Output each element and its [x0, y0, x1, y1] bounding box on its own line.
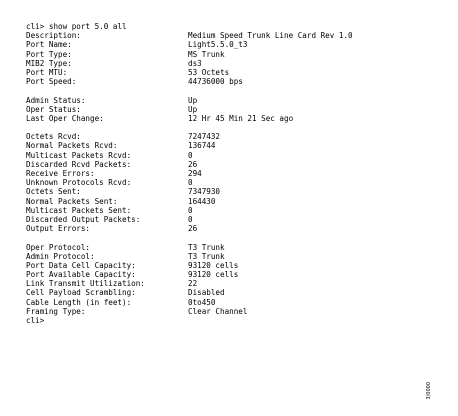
- detail-value: 44736000 bps: [188, 77, 243, 87]
- detail-value: Disabled: [188, 288, 225, 298]
- detail-row: [26, 31, 446, 40]
- detail-value: 0: [188, 214, 193, 224]
- cli-prompt: cli>: [26, 22, 45, 31]
- detail-value: 164430: [188, 196, 216, 206]
- detail-row: [26, 215, 446, 224]
- command-text: show port 5.0 all: [48, 22, 127, 31]
- detail-row: [26, 105, 446, 114]
- detail-label: Oper Status:: [26, 104, 81, 114]
- detail-value: Light5.5.0_t3: [188, 40, 248, 50]
- detail-label: Normal Packets Sent:: [26, 196, 118, 206]
- detail-row: [26, 50, 446, 59]
- detail-row: [26, 68, 446, 77]
- section-gap: [26, 123, 446, 132]
- detail-row: [26, 151, 446, 160]
- detail-label: Port Type:: [26, 49, 72, 59]
- detail-row: [26, 206, 446, 215]
- detail-label: Multicast Packets Sent:: [26, 205, 132, 215]
- detail-label: Normal Packets Rcvd:: [26, 141, 118, 151]
- command-line: [26, 22, 446, 31]
- detail-value: 22: [188, 279, 198, 289]
- detail-label: Octets Rcvd:: [26, 132, 81, 142]
- detail-row: [26, 270, 446, 279]
- detail-label: Port Name:: [26, 40, 72, 50]
- detail-value: 0: [188, 178, 193, 188]
- detail-row: [26, 77, 446, 86]
- detail-label: Discarded Output Packets:: [26, 214, 141, 224]
- detail-value: 0: [188, 150, 193, 160]
- detail-value: 0to450: [188, 297, 216, 307]
- detail-label: Unknown Protocols Rcvd:: [26, 178, 132, 188]
- detail-row: [26, 187, 446, 196]
- detail-row: [26, 288, 446, 297]
- detail-label: Octets Sent:: [26, 187, 81, 197]
- detail-label: Receive Errors:: [26, 169, 95, 178]
- detail-row: [26, 160, 446, 169]
- detail-value: 7247432: [188, 132, 221, 142]
- port-details: [26, 31, 446, 316]
- detail-row: [26, 114, 446, 123]
- terminal-output: [26, 22, 446, 325]
- detail-value: 7347930: [188, 187, 221, 197]
- detail-value: Up: [188, 95, 198, 105]
- detail-value: 26: [188, 224, 198, 234]
- detail-row: [26, 298, 446, 307]
- detail-value: Up: [188, 104, 198, 114]
- detail-value: T3 Trunk: [188, 242, 225, 252]
- detail-value: 26: [188, 159, 198, 169]
- detail-row: [26, 261, 446, 270]
- detail-label: Framing Type:: [26, 306, 86, 316]
- detail-value: MS Trunk: [188, 49, 225, 59]
- detail-value: Clear Channel: [188, 306, 248, 316]
- detail-value: 294: [188, 169, 202, 178]
- detail-value: 136744: [188, 141, 216, 151]
- detail-value: ds3: [188, 58, 202, 68]
- detail-value: T3 Trunk: [188, 251, 225, 261]
- detail-label: Output Errors:: [26, 224, 91, 234]
- detail-row: [26, 307, 446, 316]
- detail-label: Port MTU:: [26, 67, 68, 77]
- detail-value: 93120 cells: [188, 260, 239, 270]
- detail-label: Link Transmit Utilization:: [26, 279, 145, 289]
- detail-label: Oper Protocol:: [26, 242, 91, 252]
- detail-row: [26, 197, 446, 206]
- detail-row: [26, 178, 446, 187]
- detail-label: Admin Status:: [26, 95, 86, 105]
- detail-value: 93120 cells: [188, 270, 239, 280]
- final-cli-prompt: cli>: [26, 316, 45, 325]
- detail-value: 53 Octets: [188, 67, 230, 77]
- detail-label: Port Data Cell Capacity:: [26, 260, 136, 270]
- section-gap: [26, 86, 446, 95]
- detail-row: [26, 40, 446, 49]
- detail-value: 12 Hr 45 Min 21 Sec ago: [188, 113, 294, 123]
- detail-value: 0: [188, 205, 193, 215]
- detail-row: [26, 96, 446, 105]
- detail-label: MIB2 Type:: [26, 58, 72, 68]
- detail-label: Port Speed:: [26, 77, 77, 87]
- detail-row: [26, 141, 446, 150]
- detail-label: Port Available Capacity:: [26, 270, 136, 280]
- detail-label: Cell Payload Scrambling:: [26, 288, 136, 298]
- figure-id-watermark: 3/0000: [426, 382, 432, 400]
- detail-row: [26, 252, 446, 261]
- final-prompt-line[interactable]: [26, 316, 446, 325]
- detail-row: [26, 169, 446, 178]
- detail-label: Multicast Packets Rcvd:: [26, 150, 132, 160]
- detail-label: Cable Length (in feet):: [26, 297, 132, 307]
- detail-value: Medium Speed Trunk Line Card Rev 1.0: [188, 31, 353, 41]
- detail-row: [26, 132, 446, 141]
- detail-label: Discarded Rcvd Packets:: [26, 159, 132, 169]
- section-gap: [26, 233, 446, 242]
- detail-label: Description:: [26, 31, 81, 41]
- detail-row: [26, 279, 446, 288]
- detail-label: Admin Protocol:: [26, 251, 95, 261]
- detail-row: [26, 59, 446, 68]
- detail-row: [26, 243, 446, 252]
- detail-label: Last Oper Change:: [26, 113, 104, 123]
- detail-row: [26, 224, 446, 233]
